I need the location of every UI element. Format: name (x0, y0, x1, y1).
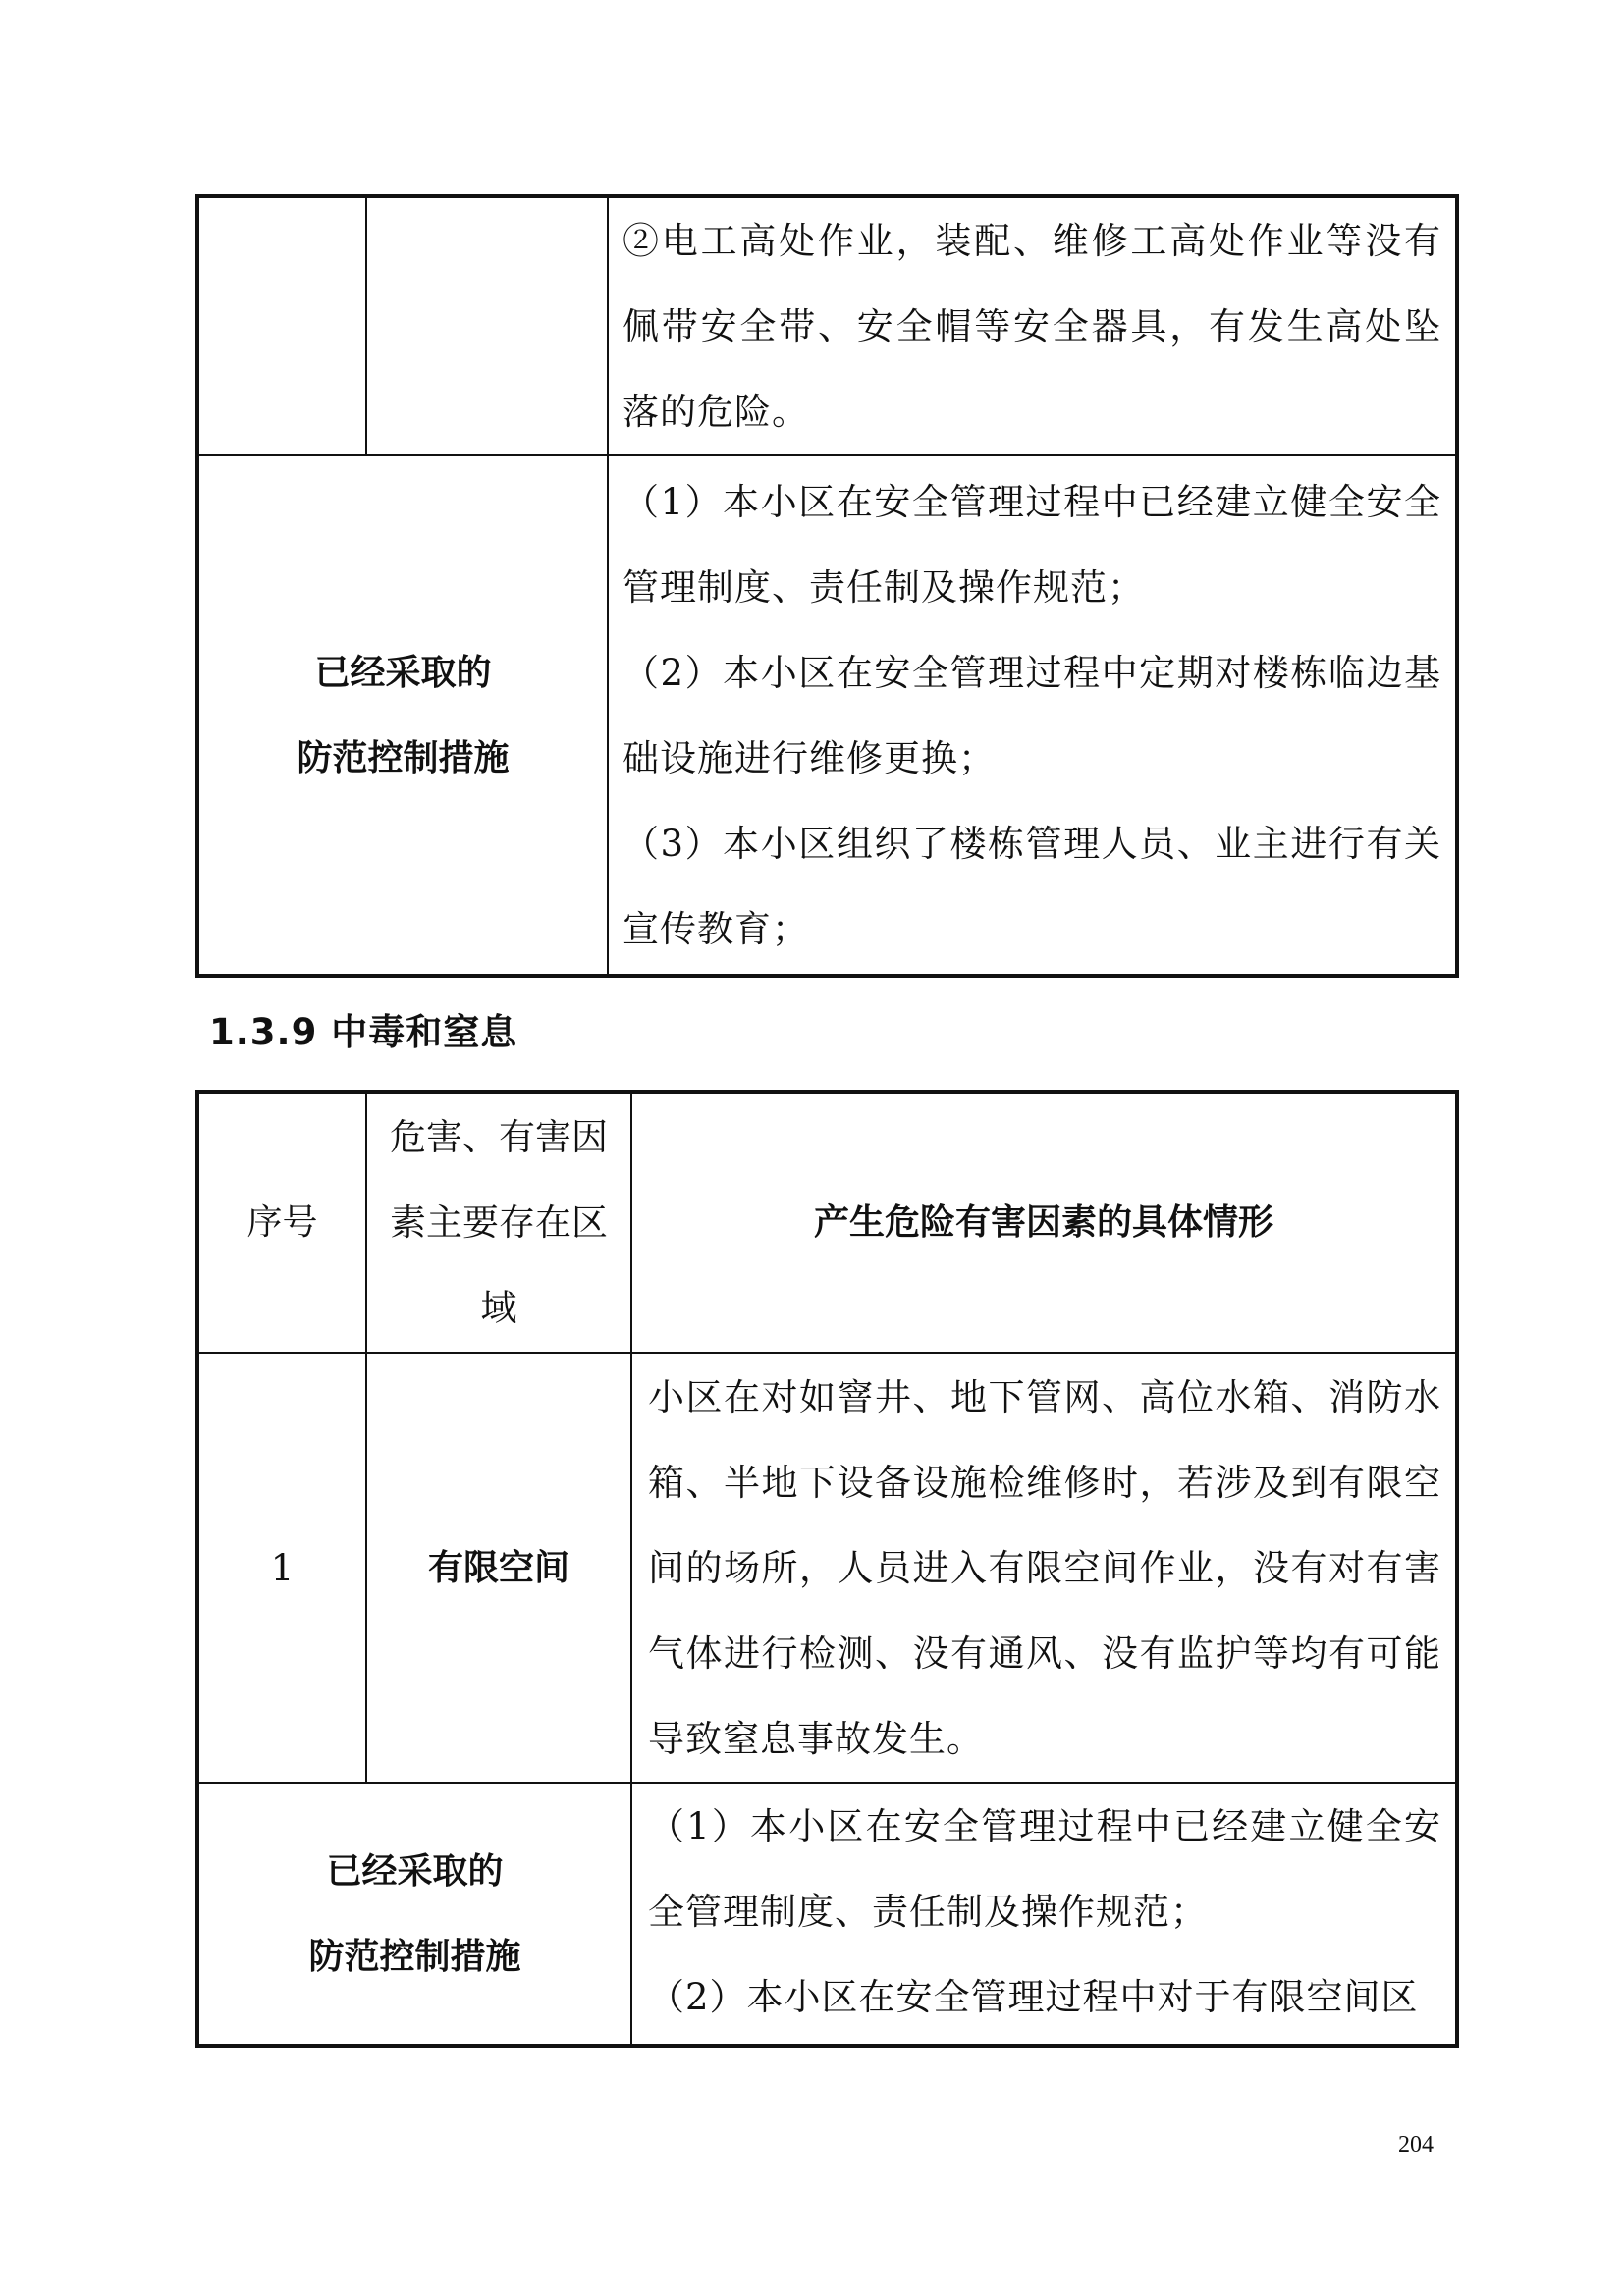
hazard-description-text: ②电工高处作业，装配、维修工高处作业等没有佩带安全带、安全帽等安全器具，有发生高处坠落的危险。 (623, 220, 1441, 433)
measure-item: （2）本小区在安全管理过程中定期对楼栋临边基础设施进行维修更换； (623, 651, 1441, 779)
table-row (197, 1783, 1457, 2046)
measure-item: （2）本小区在安全管理过程中对于有限空间区 (648, 1976, 1419, 2018)
measures-label-line2: 防范控制措施 (308, 1936, 521, 1977)
row-seq: 1 (197, 1353, 366, 1783)
table-row (197, 196, 1457, 455)
hazard-table-poisoning (195, 1090, 1459, 2048)
header-desc: 产生危险有害因素的具体情形 (631, 1092, 1457, 1353)
measure-item: （1）本小区在安全管理过程中已经建立健全安全管理制度、责任制及操作规范； (623, 480, 1441, 609)
measure-item: （1）本小区在安全管理过程中已经建立健全安全管理制度、责任制及操作规范； (648, 1805, 1441, 1933)
hazard-table-continued (195, 194, 1459, 978)
hazard-description-cell (608, 196, 1457, 455)
measures-label-cell (197, 455, 608, 976)
table-row (197, 455, 1457, 976)
section-heading: 1.3.9 中毒和窒息 (209, 1011, 518, 1053)
measures-label-line1: 已经采取的 (326, 1850, 504, 1892)
row-desc-text: 小区在对如窨井、地下管网、高位水箱、消防水箱、半地下设备设施检维修时，若涉及到有限空间的场所，人员进入有限空间作业，没有对有害气体进行检测、没有通风、没有监护等均有可能导致窒息事故发生。 (648, 1375, 1441, 1760)
measure-item: （3）本小区组织了楼栋管理人员、业主进行有关宣传教育； (623, 822, 1441, 950)
table-cell-empty (197, 196, 366, 455)
table-header-row (197, 1092, 1457, 1353)
row-area: 有限空间 (366, 1353, 631, 1783)
table-cell-empty (366, 196, 608, 455)
measures-label-line2: 防范控制措施 (297, 737, 510, 778)
measures-cell (631, 1783, 1457, 2046)
header-area (366, 1092, 631, 1353)
table-row (197, 1353, 1457, 1783)
measures-cell (608, 455, 1457, 976)
header-seq: 序号 (197, 1092, 366, 1353)
row-desc-cell (631, 1353, 1457, 1783)
measures-label-cell (197, 1783, 631, 2046)
page-number: 204 (1398, 2132, 1434, 2158)
header-area-text: 危害、有害因素主要存在区域 (390, 1116, 608, 1329)
measures-label-line1: 已经采取的 (314, 652, 492, 693)
